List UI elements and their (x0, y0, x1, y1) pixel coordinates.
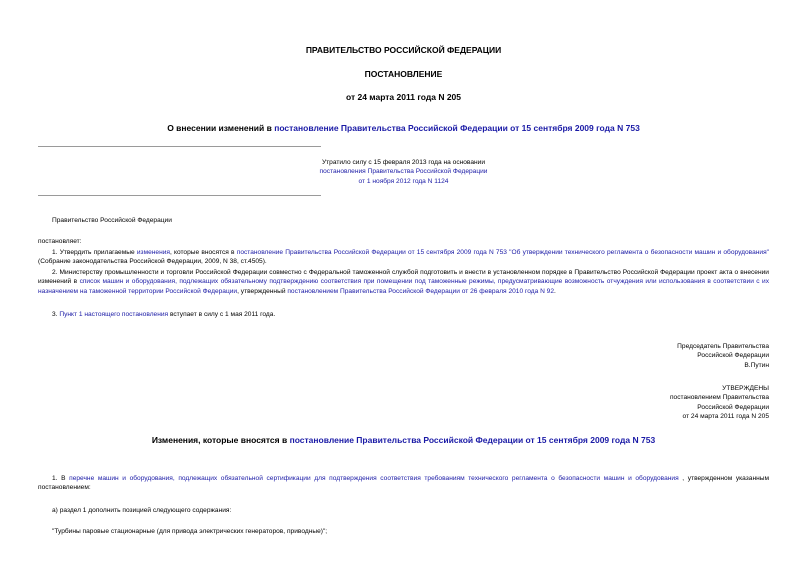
changes-p1-text-a: 1. В (52, 475, 70, 482)
p2-link-resolution[interactable]: постановлением Правительства Российской Федерации от 26 февраля 2010 года N 92 (287, 287, 555, 295)
changes-p1-link-list[interactable]: перечне машин и оборудования, подлежащих обязательной сертификации для подтверждения соответствия требованиям технического регламента о безопасности машин и оборудования (69, 475, 679, 482)
government-heading: ПРАВИТЕЛЬСТВО РОССИЙСКОЙ ФЕДЕРАЦИИ (305, 45, 502, 55)
repeal-notice-line1: Утратило силу с 15 февраля 2013 года на основании (321, 159, 486, 166)
decides-line: постановляет: (38, 238, 82, 245)
p1-text-e: (Собрание законодательства Российской Федерации, 2009, N 38, ст.4505). (38, 258, 267, 266)
paragraph-2 (38, 268, 769, 296)
divider-top (38, 146, 321, 147)
paragraph-3 (38, 310, 769, 319)
signature-line3: В.Путин (744, 361, 769, 369)
changes-title-link[interactable]: постановление Правительства Российской Федерации от 15 сентября 2009 года N 753 (289, 435, 656, 445)
p1-text-c: , которые вносятся в (169, 249, 237, 256)
approved-line1: УТВЕРЖДЕНЫ (722, 385, 769, 392)
p1-link-resolution[interactable]: постановление Правительства Российской Федерации от 15 сентября 2009 года N 753 "Об утверждении технического регламента о безопасности машин и оборудования" (236, 249, 769, 256)
signature-line1: Председатель Правительства (677, 343, 769, 350)
signature-line2: Российской Федерации (697, 352, 769, 360)
repeal-notice-link2[interactable]: от 1 ноября 2012 года N 1124 (358, 177, 449, 185)
p1-text-a: 1. Утвердить прилагаемые (52, 249, 137, 256)
paragraph-1 (38, 248, 769, 267)
p2-text-a: 2. Министерству промышленности и торговли Российской Федерации совместно с Федеральной таможенной службой подготовить и внести в установленном порядке в Правительство Российской Федерации проект акта о внесении изменений в (38, 269, 769, 286)
changes-title-prefix: Изменения, которые вносятся в (151, 435, 290, 445)
approved-line4: от 24 марта 2011 года N 205 (682, 412, 769, 420)
approved-block (670, 384, 769, 421)
approved-line2: постановлением Правительства (669, 394, 769, 402)
p2-link-list[interactable]: список машин и оборудования, подлежащих обязательному подтверждению соответствия при помещении под таможенные режимы, предусматривающие возможность отчуждения или использования в соответствии с их назначением на таможенной территории Российской Федерации (38, 278, 770, 295)
p2-text-e: . (554, 287, 556, 295)
p3-text-a: 3. (52, 311, 60, 318)
changes-p1-text-c: , утвержденном указанным постановлением: (38, 475, 770, 492)
gov-line: Правительство Российской Федерации (52, 217, 172, 224)
changes-quote: "Турбины паровые стационарные (для привода электрических генераторов, приводные)"; (52, 528, 328, 535)
changes-paragraph-1 (38, 474, 769, 493)
p3-link-point[interactable]: Пункт 1 настоящего постановления (59, 311, 169, 318)
approved-line3: Российской Федерации (697, 403, 769, 411)
doc-date: от 24 марта 2011 года N 205 (345, 92, 462, 102)
repeal-notice (38, 158, 769, 186)
changes-title (0, 435, 807, 445)
page-title (0, 123, 807, 133)
p3-text-c: вступает в силу с 1 мая 2011 года. (168, 311, 276, 318)
changes-item-a: а) раздел 1 дополнить позицией следующего содержания: (52, 507, 232, 514)
title-prefix: О внесении изменений в (167, 123, 275, 133)
doc-type-heading: ПОСТАНОВЛЕНИЕ (364, 69, 443, 79)
p2-text-c: , утвержденный (237, 287, 288, 295)
repeal-notice-link1[interactable]: постановления Правительства Российской Федерации (319, 168, 488, 176)
p1-link-changes[interactable]: изменения (136, 249, 170, 256)
title-link[interactable]: постановление Правительства Российской Федерации от 15 сентября 2009 года N 753 (274, 123, 640, 133)
signature-block (677, 342, 769, 370)
divider-bottom (38, 195, 321, 196)
